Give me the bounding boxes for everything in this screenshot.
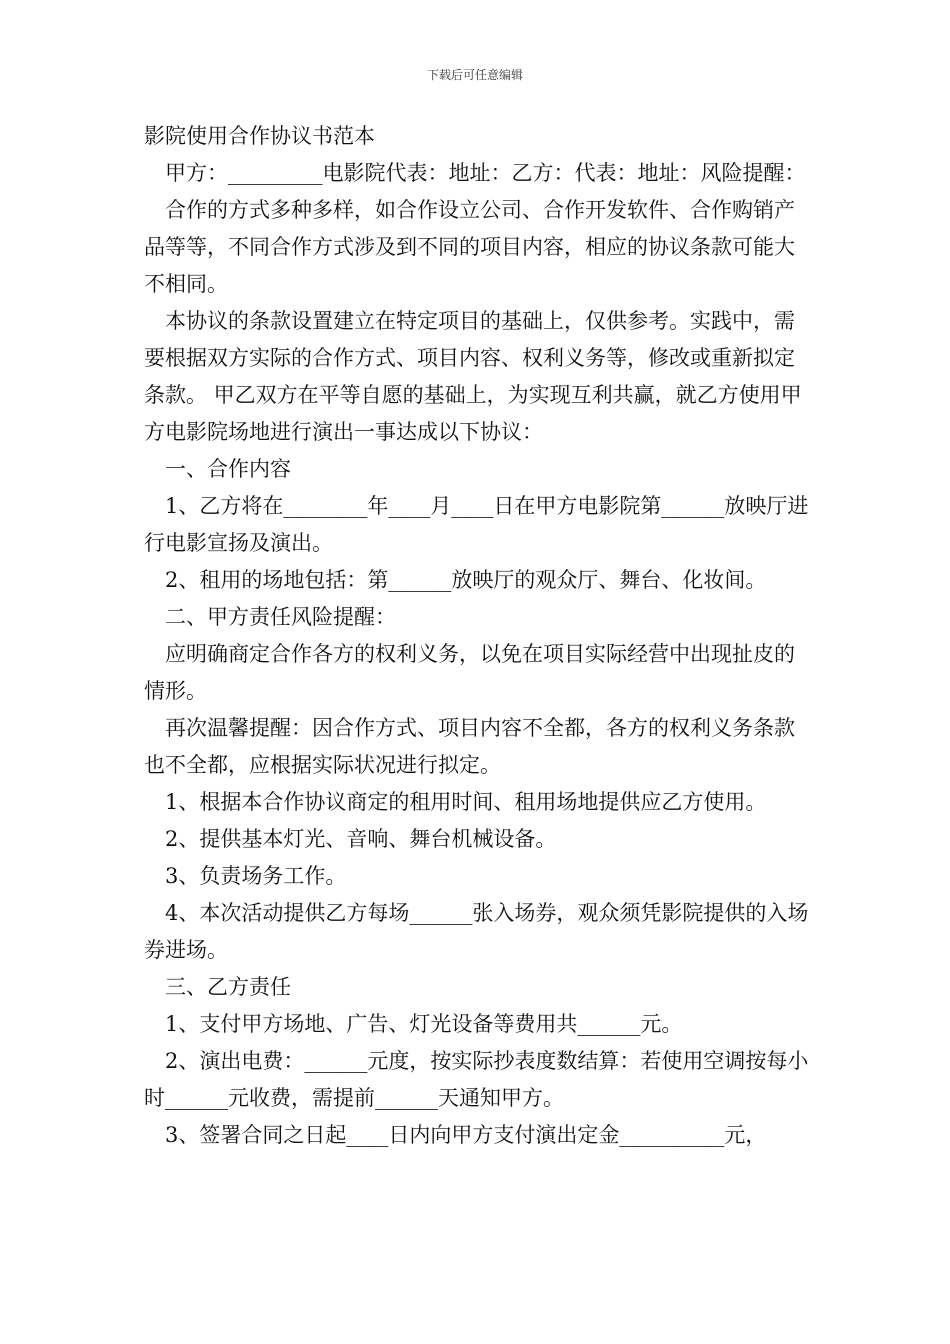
clause: 2、演出电费：______元度，按实际抄表度数结算：若使用空调按每小时______元收费，需提前______天通知甲方。 (144, 1049, 809, 1110)
clause: 3、负责场务工作。 (165, 864, 347, 888)
clause: 1、根据本合作协议商定的租用时间、租用场地提供应乙方使用。 (165, 790, 767, 814)
section-heading: 二、甲方责任风险提醒： (165, 605, 396, 629)
clause: 2、提供基本灯光、音响、舞台机械设备。 (165, 827, 557, 851)
section-heading: 三、乙方责任 (165, 975, 291, 999)
clause: 2、租用的场地包括：第______放映厅的观众厅、舞台、化妆间。 (165, 568, 767, 592)
paragraph: 应明确商定合作各方的权利义务，以免在项目实际经营中出现扯皮的情形。 (144, 642, 795, 703)
clause: 1、乙方将在________年____月____日在甲方电影院第______放映厅进行电影宣扬及演出。 (144, 494, 809, 555)
header-note: 下载后可任意编辑 (426, 68, 523, 82)
section-heading: 一、合作内容 (165, 457, 291, 481)
paragraph: 再次温馨提醒：因合作方式、项目内容不全都，各方的权利义务条款也不全都，应根据实际状况进行拟定。 (144, 716, 795, 777)
document-title: 影院使用合作协议书范本 (144, 124, 375, 148)
document-body (144, 118, 812, 1154)
paragraph: 合作的方式多种多样，如合作设立公司、合作开发软件、合作购销产品等等，不同合作方式涉及到不同的项目内容，相应的协议条款可能大不相同。 (144, 198, 795, 296)
paragraph: 本协议的条款设置建立在特定项目的基础上，仅供参考。实践中，需要根据双方实际的合作方式、项目内容、权利义务等，修改或重新拟定条款。 甲乙双方在平等自愿的基础上，为实现互利共赢，就乙方使用甲方电影院场地进行演出一事达成以下协议： (144, 309, 802, 444)
clause: 1、支付甲方场地、广告、灯光设备等费用共______元。 (165, 1012, 683, 1036)
parties-paragraph: 甲方：_________电影院代表：地址：乙方：代表：地址：风险提醒： (165, 161, 806, 185)
clause: 4、本次活动提供乙方每场______张入场券，观众须凭影院提供的入场券进场。 (144, 901, 809, 962)
clause: 3、签署合同之日起____日内向甲方支付演出定金__________元， (165, 1123, 767, 1147)
